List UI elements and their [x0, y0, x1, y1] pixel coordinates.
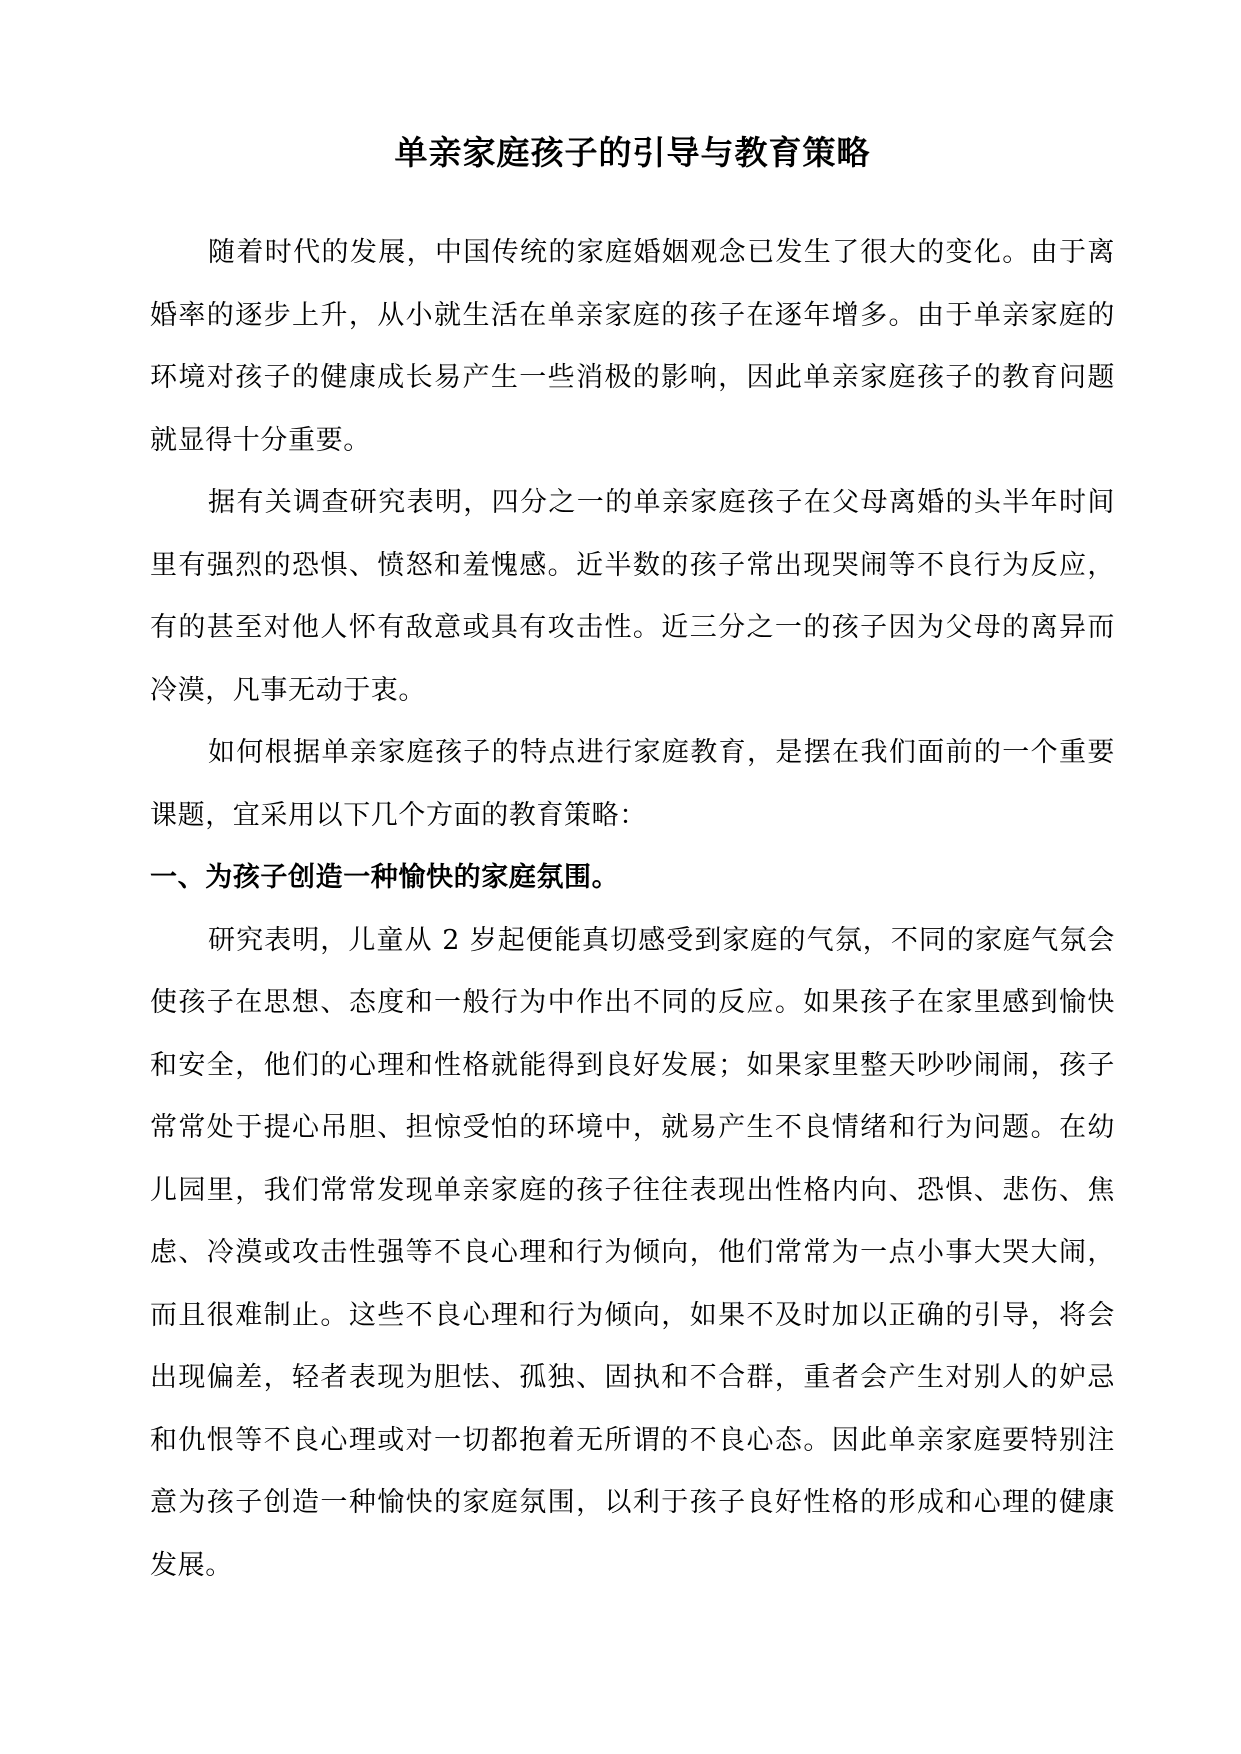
paragraph-survey: 据有关调查研究表明，四分之一的单亲家庭孩子在父母离婚的头半年时间里有强烈的恐惧、愤怒和羞愧感。近半数的孩子常出现哭闹等不良行为反应，有的甚至对他人怀有敌意或具有攻击性。近三分之一的孩子因为父母的离异而冷漠，凡事无动于衷。 [150, 487, 1115, 706]
document-title: 单亲家庭孩子的引导与教育策略 [394, 133, 871, 172]
paragraph-intro: 随着时代的发展，中国传统的家庭婚姻观念已发生了很大的变化。由于离婚率的逐步上升，从小就生活在单亲家庭的孩子在逐年增多。由于单亲家庭的环境对孩子的健康成长易产生一些消极的影响，因此单亲家庭孩子的教育问题就显得十分重要。 [150, 237, 1115, 456]
section-heading-1: 一、为孩子创造一种愉快的家庭氛围。 [150, 862, 620, 893]
section-1-paragraph: 研究表明，儿童从 2 岁起便能真切感受到家庭的气氛，不同的家庭气氛会使孩子在思想、态度和一般行为中作出不同的反应。如果孩子在家里感到愉快和安全，他们的心理和性格就能得到良好发展；如果家里整天吵吵闹闹，孩子常常处于提心吊胆、担惊受怕的环境中，就易产生不良情绪和行为问题。在幼儿园里，我们常常发现单亲家庭的孩子往往表现出性格内向、恐惧、悲伤、焦虑、冷漠或攻击性强等不良心理和行为倾向，他们常常为一点小事大哭大闹，而且很难制止。这些不良心理和行为倾向，如果不及时加以正确的引导，将会出现偏差，轻者表现为胆怯、孤独、固执和不合群，重者会产生对别人的妒忌和仇恨等不良心理或对一切都抱着无所谓的不良心态。因此单亲家庭要特别注意为孩子创造一种愉快的家庭氛围，以利于孩子良好性格的形成和心理的健康发展。 [150, 924, 1115, 1581]
paragraph-strategies-lead: 如何根据单亲家庭孩子的特点进行家庭教育，是摆在我们面前的一个重要课题，宜采用以下几个方面的教育策略： [150, 737, 1115, 831]
